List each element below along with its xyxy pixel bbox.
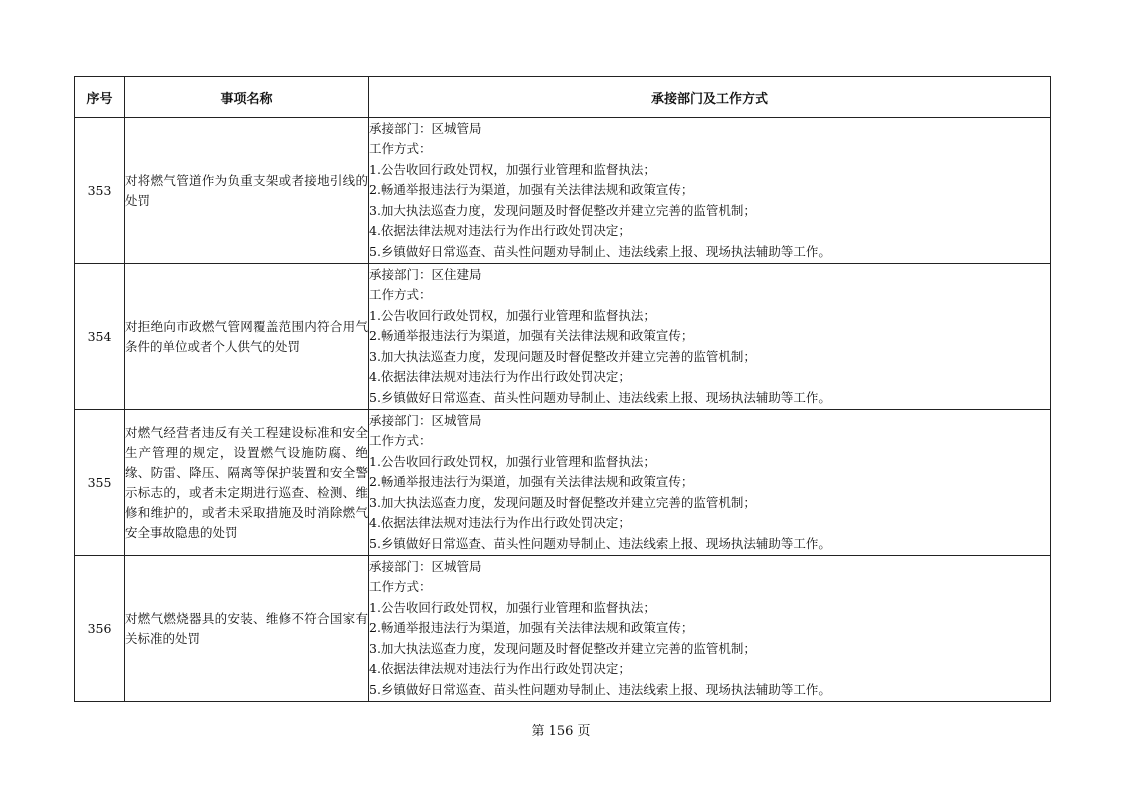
method-item: 4.依据法律法规对违法行为作出行政处罚决定；	[369, 661, 631, 677]
method-item: 3.加大执法巡查力度，发现问题及时督促整改并建立完善的监管机制；	[369, 640, 756, 656]
table-row	[75, 118, 1051, 264]
method-item: 1.公告收回行政处罚权，加强行业管理和监督执法；	[369, 599, 656, 615]
method-item: 3.加大执法巡查力度，发现问题及时督促整改并建立完善的监管机制；	[369, 348, 756, 364]
method-label: 工作方式：	[369, 579, 432, 595]
items-table	[74, 76, 1051, 702]
row-number: 354	[75, 264, 125, 410]
header-name: 事项名称	[125, 77, 369, 118]
department-text: 承接部门：区住建局	[369, 266, 482, 282]
item-name: 对将燃气管道作为负重支架或者接地引线的处罚	[125, 118, 369, 264]
row-number: 356	[75, 556, 125, 702]
method-item: 2.畅通举报违法行为渠道，加强有关法律法规和政策宣传；	[369, 474, 694, 490]
method-item: 1.公告收回行政处罚权，加强行业管理和监督执法；	[369, 307, 656, 323]
department-text: 承接部门：区城管局	[369, 120, 482, 136]
department-and-method	[369, 118, 1051, 264]
method-item: 2.畅通举报违法行为渠道，加强有关法律法规和政策宣传；	[369, 182, 694, 198]
method-item: 2.畅通举报违法行为渠道，加强有关法律法规和政策宣传；	[369, 328, 694, 344]
method-item: 5.乡镇做好日常巡查、苗头性问题劝导制止、违法线索上报、现场执法辅助等工作。	[369, 681, 831, 697]
method-item: 5.乡镇做好日常巡查、苗头性问题劝导制止、违法线索上报、现场执法辅助等工作。	[369, 535, 831, 551]
header-method: 承接部门及工作方式	[369, 77, 1051, 118]
row-number: 355	[75, 410, 125, 556]
table-row	[75, 264, 1051, 410]
method-item: 4.依据法律法规对违法行为作出行政处罚决定；	[369, 223, 631, 239]
method-item: 1.公告收回行政处罚权，加强行业管理和监督执法；	[369, 453, 656, 469]
row-number: 353	[75, 118, 125, 264]
method-item: 5.乡镇做好日常巡查、苗头性问题劝导制止、违法线索上报、现场执法辅助等工作。	[369, 389, 831, 405]
method-label: 工作方式：	[369, 287, 432, 303]
method-item: 3.加大执法巡查力度，发现问题及时督促整改并建立完善的监管机制；	[369, 494, 756, 510]
department-text: 承接部门：区城管局	[369, 558, 482, 574]
method-item: 5.乡镇做好日常巡查、苗头性问题劝导制止、违法线索上报、现场执法辅助等工作。	[369, 243, 831, 259]
method-label: 工作方式：	[369, 141, 432, 157]
department-and-method	[369, 264, 1051, 410]
department-and-method	[369, 556, 1051, 702]
method-item: 2.畅通举报违法行为渠道，加强有关法律法规和政策宣传；	[369, 620, 694, 636]
department-and-method	[369, 410, 1051, 556]
page-number: 第 156 页	[531, 724, 591, 739]
method-item: 4.依据法律法规对违法行为作出行政处罚决定；	[369, 369, 631, 385]
table-row	[75, 410, 1051, 556]
table-row	[75, 556, 1051, 702]
method-label: 工作方式：	[369, 433, 432, 449]
method-item: 3.加大执法巡查力度，发现问题及时督促整改并建立完善的监管机制；	[369, 202, 756, 218]
method-item: 4.依据法律法规对违法行为作出行政处罚决定；	[369, 515, 631, 531]
department-text: 承接部门：区城管局	[369, 412, 482, 428]
item-name: 对燃气经营者违反有关工程建设标准和安全生产管理的规定，设置燃气设施防腐、绝缘、防雷、降压、隔离等保护装置和安全警示标志的，或者未定期进行巡查、检测、维修和维护的，或者未采取措施及时消除燃气安全事故隐患的处罚	[125, 410, 369, 556]
method-item: 1.公告收回行政处罚权，加强行业管理和监督执法；	[369, 161, 656, 177]
table-header-row	[75, 77, 1051, 118]
item-name: 对燃气燃烧器具的安装、维修不符合国家有关标准的处罚	[125, 556, 369, 702]
header-index: 序号	[75, 77, 125, 118]
item-name: 对拒绝向市政燃气管网覆盖范围内符合用气条件的单位或者个人供气的处罚	[125, 264, 369, 410]
